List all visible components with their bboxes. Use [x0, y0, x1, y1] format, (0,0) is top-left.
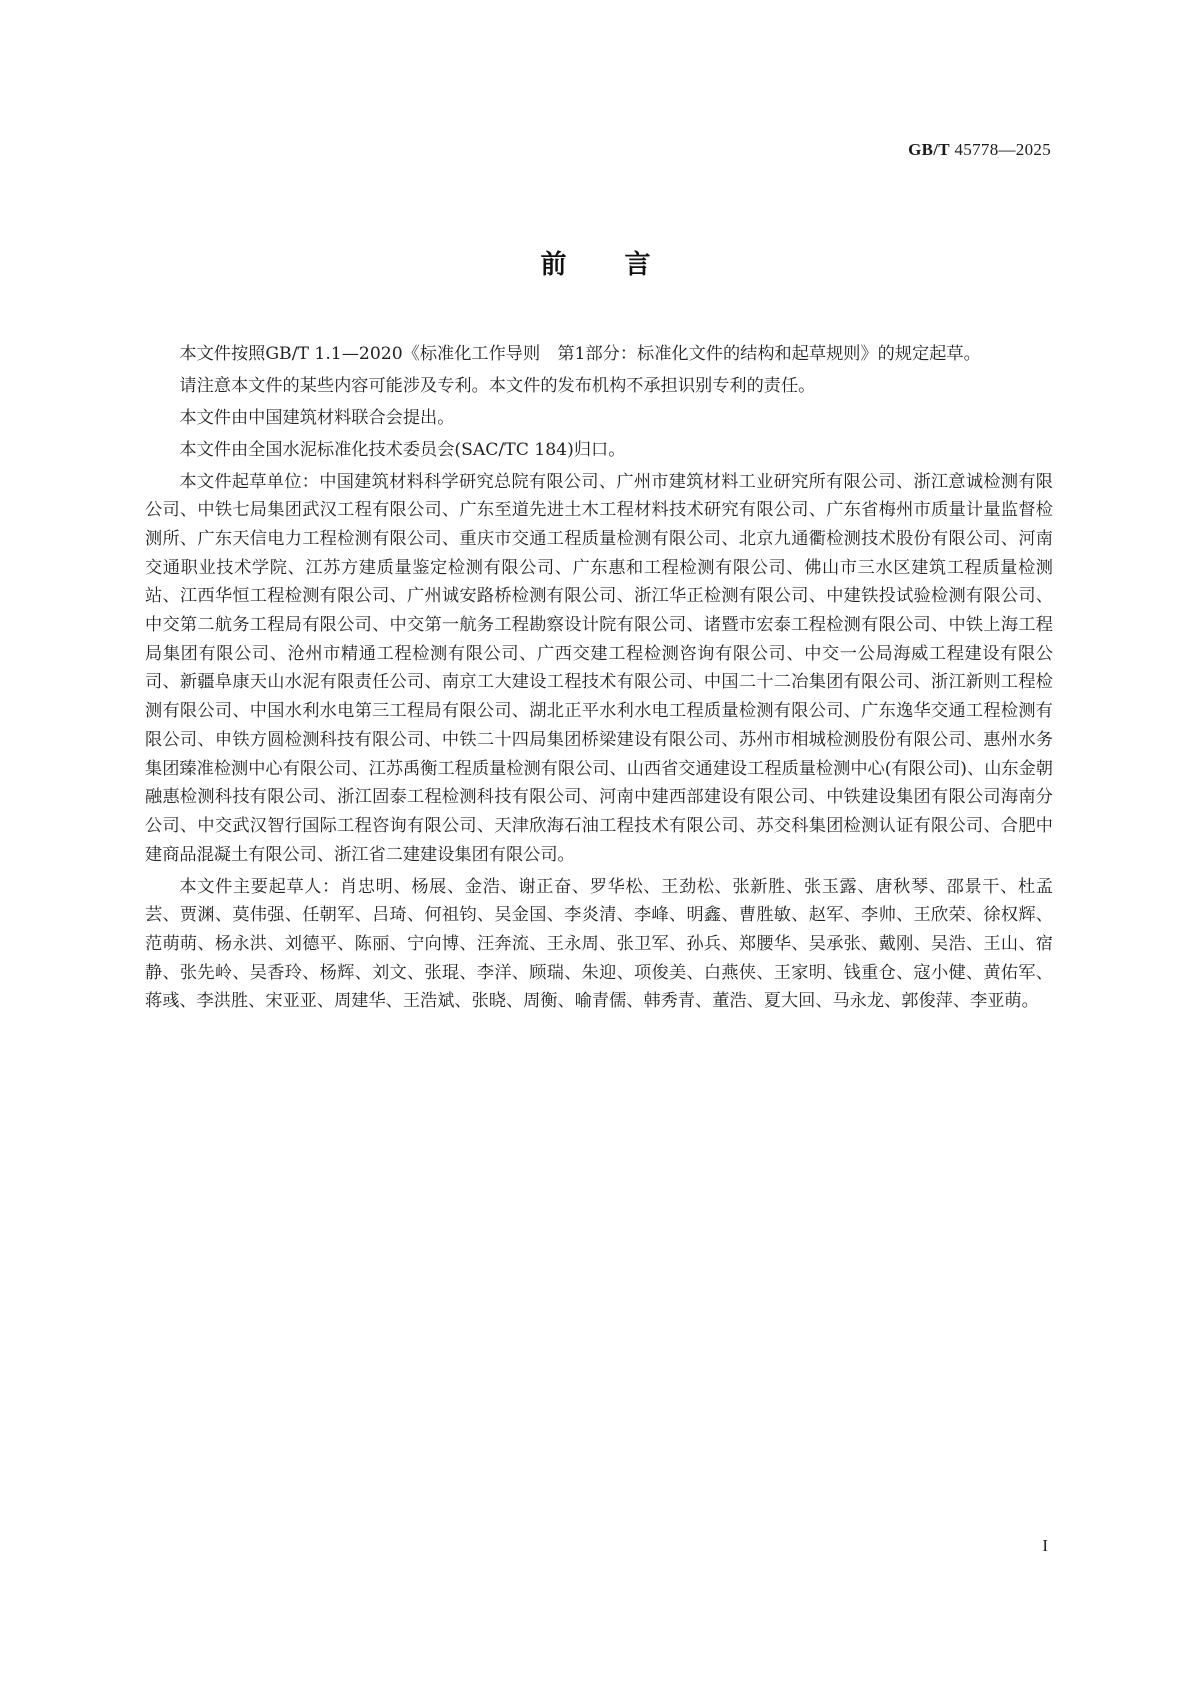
- page-title: 前言: [540, 250, 709, 280]
- paragraph-drafting-rules: 本文件按照GB/T 1.1—2020《标准化工作导则 第1部分：标准化文件的结构和起草规则》的规定起草。: [179, 344, 981, 364]
- foreword-body: [145, 340, 1053, 1019]
- page-number: I: [1042, 1536, 1048, 1555]
- paragraph-drafting-organizations: 本文件起草单位：中国建筑材料科学研究总院有限公司、广州市建筑材料工业研究所有限公司、浙江意诚检测有限公司、中铁七局集团武汉工程有限公司、广东至道先进土木工程材料技术研究有限公司、广东省梅州市质量计量监督检测所、广东天信电力工程检测有限公司、重庆市交通工程质量检测有限公司、北京九通衢检测技术股份有限公司、河南交通职业技术学院、江苏方建质量鉴定检测有限公司、广东惠和工程检测有限公司、佛山市三水区建筑工程质量检测站、江西华恒工程检测有限公司、广州诚安路桥检测有限公司、浙江华正检测有限公司、中建铁投试验检测有限公司、中交第二航务工程局有限公司、中交第一航务工程勘察设计院有限公司、诸暨市宏泰工程检测有限公司、中铁上海工程局集团有限公司、沧州市精通工程检测有限公司、广西交建工程检测咨询有限公司、中交一公局海威工程建设有限公司、新疆阜康天山水泥有限责任公司、南京工大建设工程技术有限公司、中国二十二冶集团有限公司、浙江新则工程检测有限公司、中国水利水电第三工程局有限公司、湖北正平水利水电工程质量检测有限公司、广东逸华交通工程检测有限公司、申铁方圆检测科技有限公司、中铁二十四局集团桥梁建设有限公司、苏州市相城检测股份有限公司、惠州水务集团臻准检测中心有限公司、江苏禹衡工程质量检测有限公司、山西省交通建设工程质量检测中心(有限公司)、山东金朝融惠检测科技有限公司、浙江固泰工程检测科技有限公司、河南中建西部建设有限公司、中铁建设集团有限公司海南分公司、中交武汉智行国际工程咨询有限公司、天津欣海石油工程技术有限公司、苏交科集团检测认证有限公司、合肥中建商品混凝土有限公司、浙江省二建建设集团有限公司。: [145, 471, 1053, 865]
- paragraph-drafters: 本文件主要起草人：肖忠明、杨展、金浩、谢正奋、罗华松、王劲松、张新胜、张玉露、唐秋琴、邵景干、杜孟芸、贾渊、莫伟强、任朝军、吕琦、何祖钧、吴金国、李炎清、李峰、明鑫、曹胜敏、赵军、李帅、王欣荣、徐权辉、范萌萌、杨永洪、刘德平、陈丽、宁向博、汪奔流、王永周、张卫军、孙兵、郑腰华、吴承张、戴刚、吴浩、王山、宿静、张先岭、吴香玲、杨辉、刘文、张琨、李洋、顾瑞、朱迎、项俊美、白燕侠、王家明、钱重仓、寇小健、黄佑军、蒋彧、李洪胜、宋亚亚、周建华、王浩斌、张晓、周衡、喻青儒、韩秀青、董浩、夏大回、马永龙、郭俊萍、李亚萌。: [145, 876, 1053, 1012]
- standard-code-prefix: GB/T: [908, 140, 950, 159]
- standard-code: [908, 140, 1051, 160]
- paragraph-administrator: 本文件由全国水泥标准化技术委员会(SAC/TC 184)归口。: [179, 439, 626, 460]
- paragraph-patent-notice: 请注意本文件的某些内容可能涉及专利。本文件的发布机构不承担识别专利的责任。: [179, 375, 816, 396]
- paragraph-proposer: 本文件由中国建筑材料联合会提出。: [179, 407, 455, 428]
- standard-code-number: 45778—2025: [954, 140, 1051, 159]
